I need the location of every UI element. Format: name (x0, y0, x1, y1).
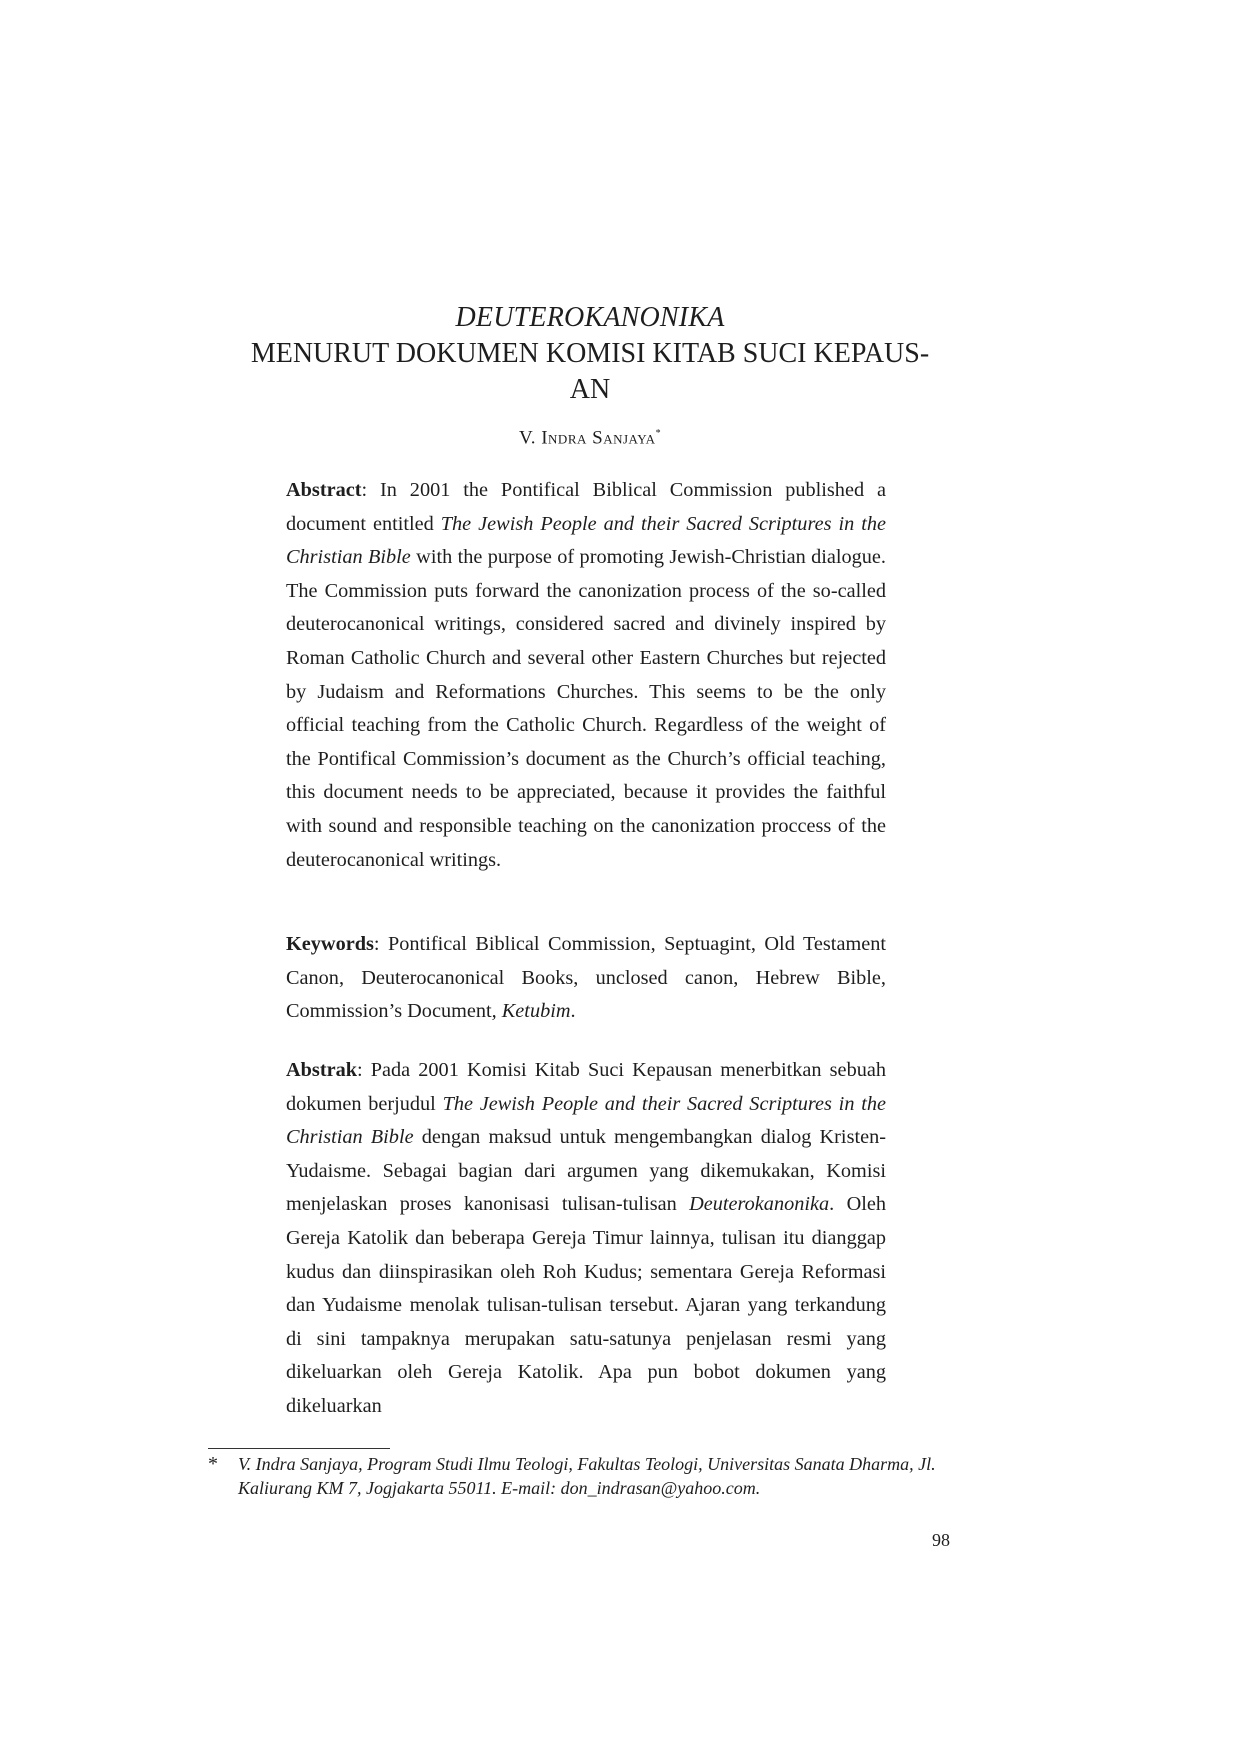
title-line-1: DEUTEROKANONIKA (455, 302, 725, 333)
keywords-paragraph (286, 928, 886, 1029)
title-line-2: MENURUT DOKUMEN KOMISI KITAB SUCI KEPAUS- (250, 338, 930, 369)
author-name: V. Indra Sanjaya (518, 427, 656, 449)
abstrak-label: Abstrak (286, 1059, 357, 1081)
keywords-label: Keywords (286, 933, 374, 955)
abstrak-text-1: : Pada 2001 Komisi Kitab Suci Kepausan menerbitkan sebuah dokumen berjudul (286, 1059, 886, 1115)
abstract-english (286, 474, 886, 877)
author-footnote (208, 1452, 948, 1500)
abstract-book-title: The Jewish People and their Sacred Scriptures in the Christian Bible (286, 512, 886, 569)
page-number: 98 (932, 1530, 950, 1550)
author-byline (200, 422, 980, 450)
abstract-text-1: : In 2001 the Pontifical Biblical Commission published a document entitled (286, 479, 886, 535)
abstrak-text-3: . Oleh Gereja Katolik dan beberapa Gereja Timur lainnya, tulisan itu dianggap kudus dan diinspirasikan oleh Roh Kudus; sementara Gereja Reformasi dan Yudaisme menolak tulisan-tulisan tersebut. Ajaran yang terkandung di sini tampaknya merupakan satu-satunya penjelasan resmi yang dikeluarkan oleh Gereja Katolik. Apa pun bobot dokumen yang dikeluarkan (286, 1193, 886, 1417)
footnote-text: V. Indra Sanjaya, Program Studi Ilmu Teologi, Fakultas Teologi, Universitas Sanata Dharma, Jl. Kaliurang KM 7, Jogjakarta 55011. E-mail: don_indrasan@yahoo.com. (238, 1454, 936, 1498)
title-line-3: AN (569, 374, 611, 405)
abstract-text-2: with the purpose of promoting Jewish-Christian dialogue. The Commission puts forward the canonization process of the so-called deuterocanonical writings, considered sacred and divinely inspired by Roman Catholic Church and several other Eastern Churches but rejected by Judaism and Reformations Churches. This seems to be the only official teaching from the Catholic Church. Regardless of the weight of the Pontifical Commission’s document as the Church’s official teaching, this document needs to be appreciated, because it provides the faithful with sound and responsible teaching on the canonization proccess of the deuterocanonical writings. (286, 546, 886, 871)
keywords-text: : Pontifical Biblical Commission, Septuagint, Old Testament Canon, Deuterocanonical Books, unclosed canon, Hebrew Bible, Commission’s Document (286, 933, 886, 1023)
keywords-end: . (570, 1000, 576, 1023)
abstrak-book-title: The Jewish People and their Sacred Scriptures in the Christian Bible (286, 1092, 886, 1149)
abstrak-italic-term: Deuterokanonika (689, 1193, 830, 1216)
abstrak-text-2: dengan maksud untuk mengembangkan dialog Kristen-Yudaisme. Sebagai bagian dari argumen yang dikemukakan, Komisi menjelaskan proses kanonisasi tulisan-tulisan (286, 1126, 886, 1216)
abstract-indonesian (286, 1054, 886, 1424)
footnote-divider (208, 1448, 390, 1449)
abstract-label: Abstract (286, 479, 362, 501)
keywords-italic-tail: , Ketubim (491, 1000, 571, 1023)
footnote-marker: * (208, 1453, 218, 1475)
article-title (200, 300, 980, 408)
author-footnote-marker: * (655, 428, 662, 439)
